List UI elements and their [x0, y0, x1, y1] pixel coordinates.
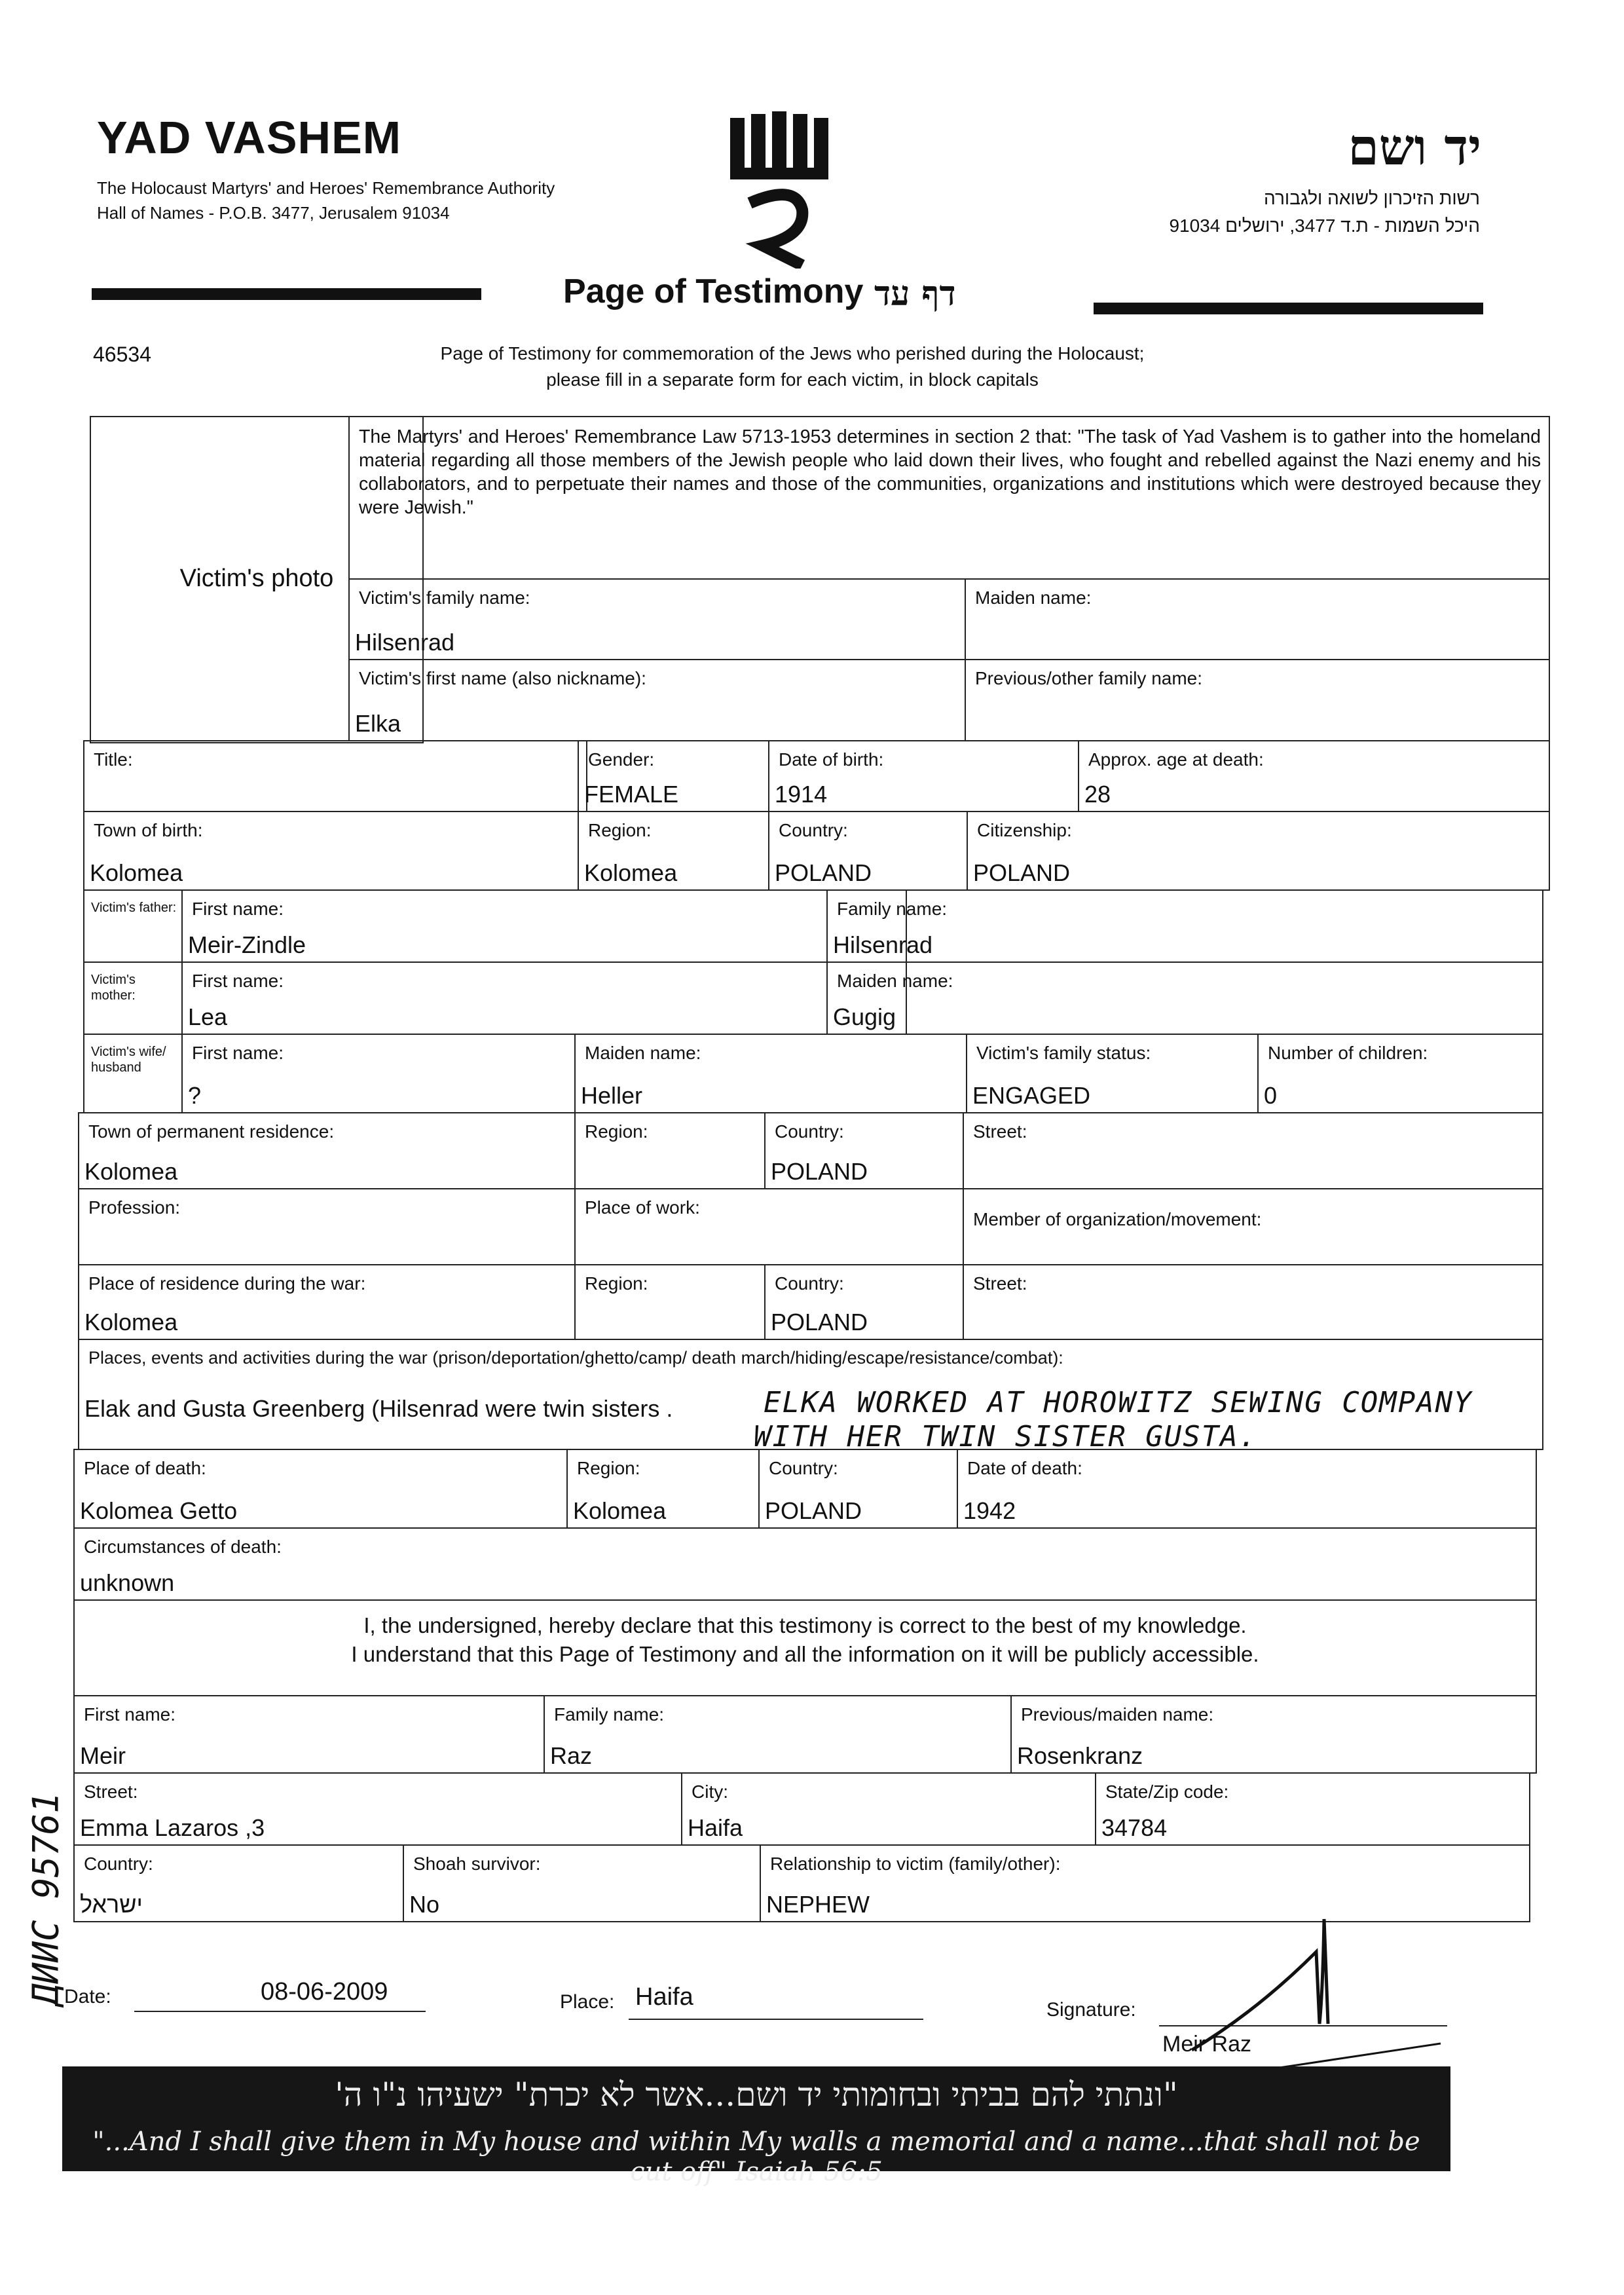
- spouse-first-name-label: First name:: [192, 1043, 284, 1063]
- header-rule-right: [1094, 303, 1483, 314]
- place-of-work-label: Place of work:: [585, 1197, 700, 1218]
- instructions-line-1: Page of Testimony for commemoration of the Jews who perished during the Holocaust;: [440, 343, 1145, 364]
- place-label: Place:: [560, 1991, 615, 2013]
- page-title-hebrew: דף עד: [874, 274, 956, 314]
- permanent-residence-street-label: Street:: [973, 1121, 1027, 1142]
- declaration-line-1: I, the undersigned, hereby declare that this testimony is correct to the best of my knowledge.: [363, 1613, 1247, 1637]
- side-stamp-text: ДИИС 95761: [25, 1792, 67, 2006]
- permanent-residence-town-field[interactable]: [78, 1112, 576, 1189]
- signature-label: Signature:: [1046, 1999, 1136, 2021]
- page-title: Page of Testimony: [563, 272, 864, 310]
- father-first-name-value: Meir-Zindle: [188, 931, 306, 958]
- submitter-family-name-field[interactable]: [544, 1695, 1012, 1774]
- victim-family-name-value: Hilsenrad: [355, 629, 455, 656]
- war-events-handwritten-line-1: ELKA WORKED AT HOROWITZ SEWING COMPANY: [764, 1386, 1473, 1419]
- victim-age-value: 28: [1084, 781, 1111, 808]
- victim-first-name-field[interactable]: [348, 659, 966, 741]
- submitter-city-field[interactable]: [681, 1772, 1096, 1846]
- war-street-label: Street:: [973, 1273, 1027, 1294]
- war-residence-label: Place of residence during the war:: [88, 1273, 366, 1294]
- victim-age-label: Approx. age at death:: [1088, 749, 1264, 770]
- submitter-street-field[interactable]: [73, 1772, 682, 1846]
- place-of-death-value: Kolomea Getto: [80, 1497, 238, 1524]
- declaration-box: [73, 1599, 1537, 1696]
- victim-country-of-birth-field[interactable]: [768, 811, 968, 891]
- submitter-family-name-label: Family name:: [554, 1704, 665, 1725]
- victim-title-label: Title:: [94, 749, 133, 770]
- victim-region-of-birth-value: Kolomea: [584, 859, 678, 886]
- signature-name: Meir Raz: [1162, 2032, 1252, 2057]
- victim-dob-label: Date of birth:: [779, 749, 884, 770]
- place-value: Haifa: [635, 1983, 693, 2011]
- war-events-field[interactable]: [78, 1339, 1543, 1453]
- father-first-name-label: First name:: [192, 899, 284, 919]
- spouse-maiden-name-label: Maiden name:: [585, 1043, 701, 1063]
- death-region-field[interactable]: [566, 1449, 760, 1529]
- profession-field[interactable]: [78, 1188, 576, 1265]
- mother-maiden-name-field[interactable]: [826, 961, 1543, 1035]
- victim-citizenship-field[interactable]: [967, 811, 1550, 891]
- victim-town-of-birth-field[interactable]: [83, 811, 579, 891]
- mother-first-name-label: First name:: [192, 971, 284, 991]
- profession-label: Profession:: [88, 1197, 181, 1218]
- death-country-value: POLAND: [765, 1497, 862, 1524]
- victim-first-name-value: Elka: [355, 710, 401, 737]
- date-of-death-label: Date of death:: [967, 1458, 1082, 1478]
- instructions-line-2: please fill in a separate form for each victim, in block capitals: [546, 369, 1039, 390]
- spouse-maiden-name-field[interactable]: [574, 1034, 967, 1113]
- victim-family-name-label: Victim's family name:: [359, 588, 530, 608]
- victim-family-name-field[interactable]: [348, 578, 966, 660]
- victim-gender-label: Gender:: [588, 749, 655, 770]
- war-street-field[interactable]: [963, 1264, 1543, 1340]
- date-value: 08-06-2009: [261, 1978, 388, 2006]
- victim-dob-value: 1914: [775, 781, 828, 808]
- place-of-death-field[interactable]: [73, 1449, 568, 1529]
- org-name-hebrew: יד ושם: [1348, 118, 1481, 176]
- mother-maiden-name-value: Gugig: [833, 1003, 896, 1030]
- shoah-survivor-value: No: [409, 1891, 440, 1918]
- death-region-value: Kolomea: [573, 1497, 667, 1524]
- org-line-2: Hall of Names - P.O.B. 3477, Jerusalem 91034: [97, 203, 450, 223]
- org-address: [97, 176, 555, 225]
- victim-gender-value: FEMALE: [584, 781, 679, 808]
- victim-father-side-label: Victim's father:: [91, 901, 177, 915]
- victim-region-of-birth-field[interactable]: [578, 811, 769, 891]
- place-of-work-field[interactable]: [574, 1188, 964, 1265]
- mother-maiden-name-label: Maiden name:: [837, 971, 953, 991]
- organization-membership-label: Member of organization/movement:: [973, 1209, 1262, 1229]
- victim-photo-label: Victim's photo: [179, 565, 334, 592]
- spouse-maiden-name-value: Heller: [581, 1082, 643, 1109]
- victim-mother-side-label-box: [83, 961, 183, 1035]
- number-of-children-field[interactable]: [1257, 1034, 1543, 1113]
- declaration-line-2: I understand that this Page of Testimony and all the information on it will be publicly accessible.: [351, 1642, 1259, 1666]
- organization-membership-field[interactable]: [963, 1188, 1543, 1265]
- declaration-text: [75, 1611, 1536, 1669]
- victim-country-of-birth-label: Country:: [779, 820, 848, 840]
- quote-english: "...And I shall give them in My house and within My walls a memorial and a name...that shall not be cut off" Isaiah 56:5: [92, 2127, 1420, 2187]
- war-residence-field[interactable]: [78, 1264, 576, 1340]
- permanent-residence-town-value: Kolomea: [84, 1158, 178, 1185]
- permanent-residence-street-field[interactable]: [963, 1112, 1543, 1189]
- date-underline: [134, 2011, 426, 2012]
- family-status-field[interactable]: [966, 1034, 1259, 1113]
- father-first-name-field[interactable]: [181, 889, 907, 963]
- victim-father-side-label-box: [83, 889, 183, 963]
- mother-first-name-field[interactable]: [181, 961, 907, 1035]
- date-label: Date:: [64, 1986, 111, 2007]
- place-underline: [629, 2019, 923, 2020]
- father-family-name-value: Hilsenrad: [833, 931, 933, 958]
- war-events-typed-text: Elak and Gusta Greenberg (Hilsenrad were twin sisters .: [84, 1395, 673, 1422]
- victim-town-of-birth-value: Kolomea: [90, 859, 183, 886]
- victim-previous-family-name-label: Previous/other family name:: [975, 668, 1203, 688]
- death-region-label: Region:: [577, 1458, 640, 1478]
- spouse-first-name-value: ?: [188, 1082, 202, 1109]
- victim-country-of-birth-value: POLAND: [775, 859, 872, 886]
- death-country-label: Country:: [769, 1458, 838, 1478]
- victim-age-field[interactable]: [1078, 740, 1550, 812]
- heb-line-1: רשות הזיכרון לשואה ולגבורה: [1264, 188, 1480, 208]
- submitter-first-name-field[interactable]: [73, 1695, 545, 1774]
- law-text: The Martyrs' and Heroes' Remembrance Law 5713-1953 determines in section 2 that: "The task of Yad Vashem is to gather into the homeland material regarding all those members of the Jewish people who laid down their lives, who fought and rebelled against the Nazi enemy and his collaborators, and to perpetuate their names and those of the communities, organizations and institutions which were destroyed because they were Jewish.": [359, 426, 1541, 518]
- victim-previous-family-name-field[interactable]: [965, 659, 1550, 741]
- heb-line-2: היכל השמות - ת.ד 3477, ירושלים 91034: [1169, 215, 1480, 236]
- permanent-residence-region-label: Region:: [585, 1121, 648, 1142]
- submitter-previous-name-label: Previous/maiden name:: [1021, 1704, 1214, 1725]
- submitter-previous-name-value: Rosenkranz: [1017, 1742, 1143, 1769]
- shoah-survivor-field[interactable]: [403, 1844, 761, 1922]
- instructions: [367, 341, 1218, 393]
- war-region-label: Region:: [585, 1273, 648, 1294]
- date-of-death-field[interactable]: [957, 1449, 1537, 1529]
- submitter-first-name-label: First name:: [84, 1704, 176, 1725]
- permanent-residence-region-field[interactable]: [574, 1112, 766, 1189]
- file-number: 46534: [93, 343, 151, 366]
- war-events-handwritten-line-2: WITH HER TWIN SISTER GUSTA.: [754, 1420, 1258, 1453]
- side-stamp: [20, 1657, 72, 2011]
- permanent-residence-town-label: Town of permanent residence:: [88, 1121, 335, 1142]
- victim-gender-field[interactable]: [578, 740, 769, 812]
- death-country-field[interactable]: [758, 1449, 958, 1529]
- submitter-street-label: Street:: [84, 1782, 138, 1802]
- number-of-children-value: 0: [1264, 1082, 1278, 1109]
- submitter-zip-field[interactable]: [1095, 1772, 1530, 1846]
- header-rule-left: [92, 288, 481, 300]
- submitter-family-name-value: Raz: [550, 1742, 593, 1769]
- submitter-country-label: Country:: [84, 1854, 153, 1874]
- victim-region-of-birth-label: Region:: [588, 820, 652, 840]
- law-text-box: [348, 416, 1550, 580]
- relationship-label: Relationship to victim (family/other):: [770, 1854, 1061, 1874]
- submitter-zip-label: State/Zip code:: [1105, 1782, 1229, 1802]
- place-of-death-label: Place of death:: [84, 1458, 206, 1478]
- war-country-field[interactable]: [764, 1264, 964, 1340]
- submitter-city-value: Haifa: [688, 1814, 743, 1841]
- victim-spouse-side-label: Victim's wife/ husband: [91, 1045, 166, 1075]
- circumstances-of-death-label: Circumstances of death:: [84, 1537, 282, 1557]
- family-status-label: Victim's family status:: [976, 1043, 1151, 1063]
- submitter-city-label: City:: [692, 1782, 728, 1802]
- victim-title-field[interactable]: [83, 740, 587, 812]
- war-region-field[interactable]: [574, 1264, 766, 1340]
- submitter-street-value: Emma Lazaros ,3: [80, 1814, 265, 1841]
- victim-maiden-name-field[interactable]: [965, 578, 1550, 660]
- victim-mother-side-label: Victim's mother:: [91, 973, 136, 1003]
- circumstances-of-death-field[interactable]: [73, 1527, 1537, 1601]
- quote-hebrew: "ונתתי להם בביתי ובחומותי יד ושם...אשר לא יכרת" ישעיהו נ"ו ה': [335, 2076, 1178, 2114]
- submitter-previous-name-field[interactable]: [1010, 1695, 1537, 1774]
- number-of-children-label: Number of children:: [1268, 1043, 1428, 1063]
- relationship-value: NEPHEW: [766, 1891, 870, 1918]
- submitter-first-name-value: Meir: [80, 1742, 126, 1769]
- testimony-form: [73, 409, 1541, 1922]
- submitter-country-field[interactable]: [73, 1844, 404, 1922]
- war-events-label: Places, events and activities during the war (prison/deportation/ghetto/camp/ death march/hiding/escape/resistance/combat):: [88, 1348, 1063, 1368]
- victim-spouse-side-label-box: [83, 1034, 183, 1113]
- isaiah-quote-banner: [62, 2066, 1450, 2187]
- submitter-country-value: ישראל: [80, 1891, 143, 1918]
- war-country-value: POLAND: [771, 1309, 868, 1335]
- permanent-residence-country-value: POLAND: [771, 1158, 868, 1185]
- permanent-residence-country-field[interactable]: [764, 1112, 964, 1189]
- org-line-1: The Holocaust Martyrs' and Heroes' Remembrance Authority: [97, 178, 555, 198]
- org-name: YAD VASHEM: [97, 112, 402, 163]
- shoah-survivor-label: Shoah survivor:: [413, 1854, 541, 1874]
- submitter-zip-value: 34784: [1101, 1814, 1168, 1841]
- relationship-field[interactable]: [760, 1844, 1530, 1922]
- victim-first-name-label: Victim's first name (also nickname):: [359, 668, 646, 688]
- circumstances-of-death-value: unknown: [80, 1569, 175, 1596]
- mother-first-name-value: Lea: [188, 1003, 228, 1030]
- family-status-value: ENGAGED: [972, 1082, 1091, 1109]
- victim-dob-field[interactable]: [768, 740, 1079, 812]
- victim-citizenship-label: Citizenship:: [977, 820, 1072, 840]
- victim-town-of-birth-label: Town of birth:: [94, 820, 203, 840]
- spouse-first-name-field[interactable]: [181, 1034, 576, 1113]
- father-family-name-label: Family name:: [837, 899, 948, 919]
- victim-maiden-name-label: Maiden name:: [975, 588, 1092, 608]
- father-family-name-field[interactable]: [826, 889, 1543, 963]
- victim-citizenship-value: POLAND: [973, 859, 1071, 886]
- org-address-hebrew: [1169, 185, 1480, 240]
- war-residence-value: Kolomea: [84, 1309, 178, 1335]
- yad-vashem-logo-icon: [724, 105, 845, 269]
- date-of-death-value: 1942: [963, 1497, 1016, 1524]
- war-country-label: Country:: [775, 1273, 844, 1294]
- permanent-residence-country-label: Country:: [775, 1121, 844, 1142]
